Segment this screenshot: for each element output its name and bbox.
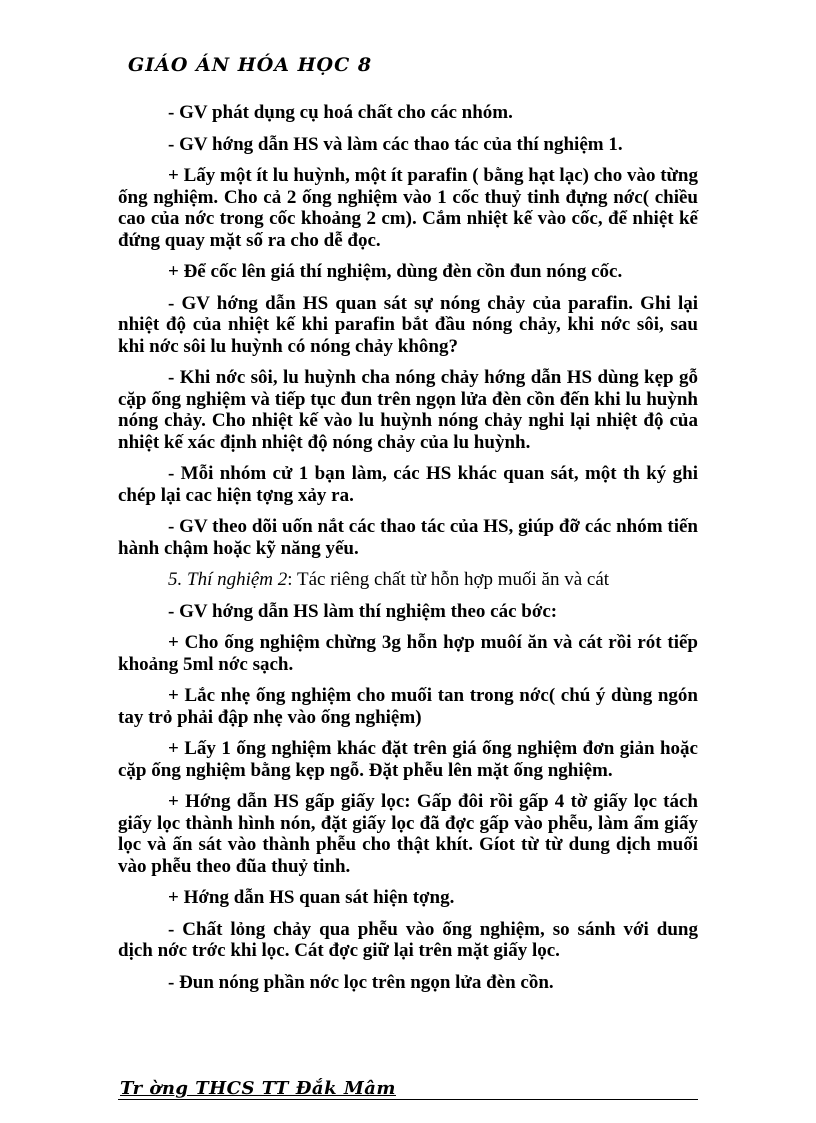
footer-school-name: Tr ờng THCS TT Đắk Mâm	[120, 1078, 396, 1099]
paragraph: - Đun nóng phần nớc lọc trên ngọn lửa đèn cồn.	[168, 971, 554, 993]
paragraph: - Khi nớc sôi, lu huỳnh cha nóng chảy hớng dẫn HS dùng kẹp gỗ cặp ống nghiệm và tiếp tục đun trên ngọn lửa đèn cồn đến khi lu huỳnh nóng chảy. Cho nhiệt kế vào lu huỳnh nóng chảy nghi lại nhiệt độ của nhiệt kế xác định nhiệt độ nóng chảy của lu huỳnh.	[118, 367, 698, 453]
paragraph: + Để cốc lên giá thí nghiệm, dùng đèn cồn đun nóng cốc.	[168, 261, 623, 282]
paragraph: - GV phát dụng cụ hoá chất cho các nhóm.	[168, 102, 513, 123]
paragraph: - GV theo dõi uốn nắt các thao tác của HS, giúp đỡ các nhóm tiến hành chậm hoặc kỹ năng yếu.	[118, 516, 698, 559]
section-heading	[118, 569, 698, 591]
paragraph: + Lấy 1 ống nghiệm khác đặt trên giá ống nghiệm đơn giản hoặc cặp ống nghiệm bằng kẹp ngỗ. Đặt phễu lên mặt ống nghiệm.	[118, 738, 698, 781]
section-rest: : Tác riêng chất từ hỗn hợp muối ăn và cát	[287, 569, 610, 590]
page-header-title: GIÁO ÁN HÓA HỌC 8	[128, 54, 373, 76]
paragraph: - GV hớng dẫn HS và làm các thao tác của thí nghiệm 1.	[168, 133, 623, 155]
paragraph: + Hớng dẫn HS quan sát hiện tợng.	[168, 887, 455, 908]
page-footer	[118, 1078, 698, 1100]
section-title: Thí nghiệm 2	[187, 569, 288, 590]
paragraph: - GV hớng dẫn HS quan sát sự nóng chảy của parafin. Ghi lại nhiệt độ của nhiệt kế khi parafin bắt đầu nóng chảy, khi nớc sôi, sau khi nớc sôi lu huỳnh có nóng chảy không?	[118, 292, 698, 357]
paragraph: + Lắc nhẹ ống nghiệm cho muối tan trong nớc( chú ý dùng ngón tay trỏ phải đập nhẹ vào ống nghiệm)	[118, 685, 698, 728]
paragraph: - GV hớng dẫn HS làm thí nghiệm theo các bớc:	[168, 600, 558, 622]
section-number: 5.	[168, 569, 183, 590]
document-body	[118, 102, 698, 1003]
paragraph: + Cho ống nghiệm chừng 3g hỗn hợp muôí ăn và cát rồi rót tiếp khoảng 5ml nớc sạch.	[118, 632, 698, 675]
paragraph: - Mỗi nhóm cử 1 bạn làm, các HS khác quan sát, một th ký ghi chép lại cac hiện tợng xảy ra.	[118, 463, 698, 506]
paragraph: + Hớng dẫn HS gấp giấy lọc: Gấp đôi rồi gấp 4 tờ giấy lọc tách giấy lọc thành hình nón, đặt giấy lọc đã đợc gấp vào phễu, làm ẩm giấy lọc và ấn sát vào thành phễu cho thật khít. Gíot từ từ dung dịch muối vào phễu theo đũa thuỷ tinh.	[118, 791, 698, 877]
paragraph: - Chất lỏng chảy qua phễu vào ống nghiệm, so sánh với dung dịch nớc trớc khi lọc. Cát đợc giữ lại trên mặt giấy lọc.	[118, 918, 698, 961]
paragraph: + Lấy một ít lu huỳnh, một ít parafin ( bằng hạt lạc) cho vào từng ống nghiệm. Cho cả 2 ống nghiệm vào 1 cốc thuỷ tinh đựng nớc( chiều cao của nớc trong cốc khoảng 2 cm). Cắm nhiệt kế vào cốc, để nhiệt kế đứng quay mặt số ra cho dễ đọc.	[118, 165, 698, 251]
